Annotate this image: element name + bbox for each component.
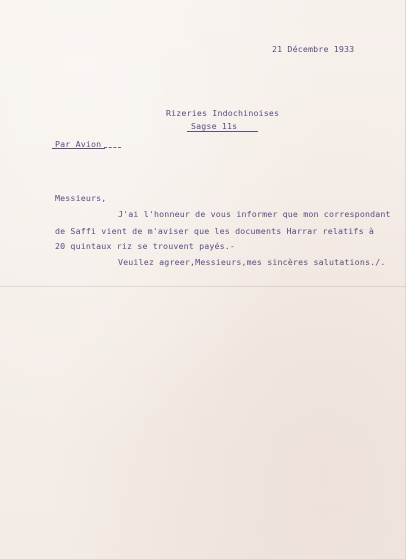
body-line: J'ai l'honneur de vous informer que mon correspondant — [118, 209, 391, 219]
recipient-address: Sagse 11s — [191, 121, 238, 131]
delivery-method: Par Avion — [55, 139, 102, 149]
delivery-method-dashes — [104, 147, 121, 148]
closing-line: Veuilez agreer,Messieurs,mes sincères salutations./. — [118, 257, 386, 267]
recipient-name: Rizeries Indochinoises — [166, 108, 280, 118]
salutation: Messieurs, — [55, 193, 107, 203]
letter-date: 21 Décembre 1933 — [272, 44, 355, 54]
paper-fold-line — [0, 286, 406, 287]
recipient-address-underline — [187, 131, 258, 132]
body-line: de Saffi vient de m'aviser que les documents Harrar relatifs à — [55, 226, 374, 236]
body-line: 20 quintaux riz se trouvent payés.- — [55, 241, 236, 251]
delivery-method-underline — [52, 148, 105, 149]
